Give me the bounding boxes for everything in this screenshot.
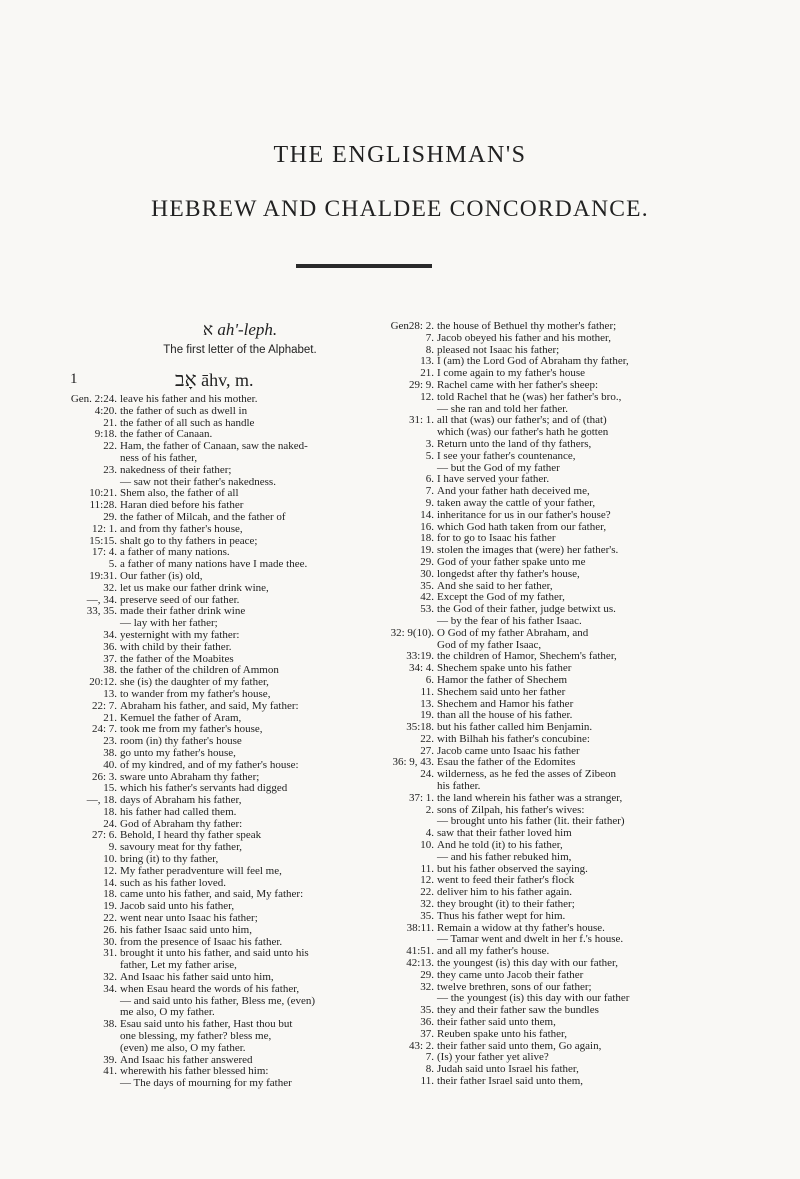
concordance-line [378,380,710,392]
verse-text: I have served your father. [437,473,550,486]
verse-text: all that (was) our father's; and of (that) [437,414,607,427]
verse-text: ness of his father, [120,451,198,464]
concordance-line [378,687,710,699]
verse-text: Kemuel the father of Aram, [120,711,242,724]
verse-text: with Bilhah his father's concubine: [437,732,590,745]
verse-text: his father. [437,780,481,793]
verse-text: and from thy father's house, [120,522,243,535]
verse-text: wherewith his father blessed him: [120,1065,269,1078]
verse-text: yesternight with my father: [120,628,240,641]
entry-number: 1 [70,371,78,387]
verse-text: — The days of mourning for my father [120,1077,292,1090]
verse-text: the land wherein his father was a stranger, [437,791,623,804]
verse-text: Jacob came unto Isaac his father [437,744,580,757]
letter-description: The first letter of the Alphabet. [163,344,317,356]
verse-text: Return unto the land of thy fathers, [437,437,592,450]
verse-reference: 26. [103,923,117,936]
verse-reference: 43: 2. [408,1039,434,1052]
right-column [378,321,710,1088]
verse-text: I see your father's countenance, [437,449,576,462]
verse-reference: 32. [103,581,117,594]
verse-text: go unto my father's house, [120,746,236,759]
verse-reference: 24. [420,768,434,781]
verse-text: Jacob said unto his father, [120,900,235,913]
verse-reference: 22: 7. [91,699,117,712]
verse-text: their father said unto them, [437,1016,556,1029]
verse-reference: 41:51. [406,945,434,958]
verse-text: me also, O my father. [120,1006,215,1019]
concordance-line [378,628,710,640]
verse-text: nakedness of their father; [120,463,232,476]
verse-reference: 26: 3. [91,770,117,783]
verse-text: days of Abraham his father, [120,794,242,807]
title-line-2: HEBREW AND CHALDEE CONCORDANCE. [151,196,649,222]
concordance-line [70,866,400,878]
verse-reference: 12. [420,390,434,403]
verse-text: I come again to my father's house [437,367,585,380]
verse-text: went to feed their father's flock [437,874,575,887]
verse-reference: 15. [103,782,117,795]
verse-reference: 29. [103,510,117,523]
verse-text: — saw not their father's nakedness. [120,475,276,488]
verse-text: the father of Canaan. [120,428,213,441]
verse-reference: 12. [420,874,434,887]
concordance-line [378,911,710,923]
verse-text: Abraham his father, and said, My father: [120,699,299,712]
verse-reference: 9. [425,496,434,509]
verse-reference: 36: 9, 43. [392,756,434,769]
verse-reference: 34. [103,982,117,995]
verse-text: but his father observed the saying. [437,862,588,875]
concordance-line [378,852,710,864]
verse-text: took me from my father's house, [120,723,263,736]
verse-text: taken away the cattle of your father, [437,496,596,509]
verse-reference: 9:18. [94,428,117,441]
verse-text: a father of many nations. [120,546,230,559]
verse-reference: 16. [420,520,434,533]
verse-reference: 38. [103,746,117,759]
concordance-line [378,557,710,569]
verse-reference: 32. [103,971,117,984]
verse-reference: 34: 4. [408,662,434,675]
verse-reference: 27: 6. [91,829,117,842]
concordance-line [70,630,400,642]
entry-hebrew: אָב [175,369,197,391]
verse-reference: 12. [103,864,117,877]
verse-reference: 12: 1. [91,522,117,535]
verse-reference: 3. [425,437,434,450]
verse-text: pleased not Isaac his father; [437,343,560,356]
concordance-line [378,734,710,746]
concordance-line [378,675,710,687]
letter-heading [80,320,400,340]
concordance-line [378,793,710,805]
verse-text: Esau said unto his father, Hast thou but [120,1018,293,1031]
verse-reference: 35. [420,1004,434,1017]
concordance-line [378,616,710,628]
concordance-line [70,984,400,996]
verse-text: which (was) our father's hath he gotten [437,426,609,439]
verse-text: And he told (it) to his father, [437,839,563,852]
verse-reference: 19. [103,900,117,913]
verse-text: stolen the images that (were) her father's. [437,544,619,557]
verse-text: than all the house of his father. [437,709,573,722]
verse-text: — and his father rebuked him, [437,850,572,863]
verse-reference: 27. [420,744,434,757]
verse-reference: Gen28: 2. [390,320,434,332]
verse-reference: 38. [103,1018,117,1031]
verse-reference: 5. [108,558,117,571]
concordance-line [70,748,400,760]
verse-text: Shechem said unto her father [437,685,566,698]
verse-text: the father of all such as handle [120,416,255,429]
concordance-line [70,760,400,772]
verse-reference: 22. [103,912,117,925]
verse-text: and all my father's house. [437,945,550,958]
verse-text: Judah said unto Israel his father, [437,1063,579,1076]
verse-reference: 31. [103,947,117,960]
verse-text: room (in) thy father's house [120,735,242,748]
verse-text: such as his father loved. [120,876,226,889]
verse-text: — by the fear of his father Isaac. [437,614,582,627]
verse-reference: 23. [103,735,117,748]
verse-text: deliver him to his father again. [437,886,573,899]
verse-text: — Tamar went and dwelt in her f.'s house. [437,933,624,946]
verse-reference: 37. [420,1027,434,1040]
concordance-line [70,701,400,713]
verse-text: And Isaac his father answered [120,1053,253,1066]
verse-reference: 13. [103,687,117,700]
letter-glyph: א [202,320,214,339]
concordance-line [378,510,710,522]
verse-text: shalt go to thy fathers in peace; [120,534,258,547]
verse-reference: 7. [425,1051,434,1064]
verse-text: Behold, I heard thy father speak [120,829,262,842]
verse-reference: 40. [103,758,117,771]
verse-text: saw that their father loved him [437,827,572,840]
verse-reference: 9. [108,841,117,854]
verse-text: And your father hath deceived me, [437,485,590,498]
verse-reference: 30. [420,567,434,580]
verse-reference: 53. [420,603,434,616]
verse-text: Esau the father of the Edomites [437,756,576,769]
verse-reference: 18. [103,888,117,901]
verse-reference: 22. [420,732,434,745]
verse-reference: 5. [425,449,434,462]
verse-reference: 35. [420,909,434,922]
verse-text: My father peradventure will feel me, [120,864,282,877]
verse-reference: 36. [103,640,117,653]
verse-reference: 4:20. [94,404,117,417]
verse-text: the father of such as dwell in [120,404,248,417]
verse-reference: 8. [425,343,434,356]
verse-text: And she said to her father, [437,579,553,592]
verse-reference: 32. [420,898,434,911]
verse-text: they and their father saw the bundles [437,1004,599,1017]
verse-reference: 29. [420,968,434,981]
verse-text: of my kindred, and of my father's house: [120,758,299,771]
verse-text: — brought unto his father (lit. their father) [437,815,625,828]
concordance-line [378,769,710,781]
concordance-line [378,392,710,404]
verse-text: Remain a widow at thy father's house. [437,921,605,934]
concordance-line [378,451,710,463]
verse-reference: 21. [420,367,434,380]
verse-reference: 37: 1. [408,791,434,804]
verse-text: one blessing, my father? bless me, [120,1030,272,1043]
verse-text: And Isaac his father said unto him, [120,971,274,984]
entry-word [175,369,253,392]
verse-text: wilderness, as he fed the asses of Zibeon [437,768,617,781]
verse-text: leave his father and his mother. [120,393,258,405]
verse-text: Shem also, the father of all [120,487,239,500]
verse-text: they brought (it) to their father; [437,898,575,911]
verse-reference: 42:13. [406,957,434,970]
concordance-line [378,970,710,982]
verse-reference: 15:15. [89,534,117,547]
concordance-line [70,1043,400,1055]
verse-text: twelve brethren, sons of our father; [437,980,592,993]
verse-text: Haran died before his father [120,499,244,512]
concordance-line [70,689,400,701]
verse-reference: 35:18. [406,721,434,734]
verse-reference: 36. [420,1016,434,1029]
verse-text: Rachel came with her father's sheep: [437,378,599,391]
verse-reference: 10. [103,853,117,866]
verse-reference: 35. [420,579,434,592]
verse-text: which his father's servants had digged [120,782,288,795]
verse-text: sons of Zilpah, his father's wives: [437,803,585,816]
verse-reference: 32: 9(10). [390,626,434,639]
verse-text: their father Israel said unto them, [437,1075,584,1087]
verse-reference: 11. [420,685,434,698]
concordance-line [70,465,400,477]
concordance-line [70,512,400,524]
verse-reference: 31: 1. [408,414,434,427]
concordance-line [70,453,400,465]
letter-name: ah'-leph. [217,320,278,339]
verse-text: Hamor the father of Shechem [437,673,568,686]
verse-text: — lay with her father; [120,617,218,630]
verse-text: — the youngest (is) this day with our father [437,992,630,1005]
verse-text: (Is) your father yet alive? [437,1051,549,1064]
verse-reference: 2. [425,803,434,816]
verse-reference: 14. [103,876,117,889]
verse-text: the God of their father, judge betwixt us. [437,603,616,616]
title-rule [296,264,432,268]
verse-reference: 8. [425,1063,434,1076]
verse-reference: —, 18. [86,794,117,807]
verse-text: savoury meat for thy father, [120,841,243,854]
concordance-line [378,439,710,451]
concordance-line [70,524,400,536]
verse-reference: 7. [425,485,434,498]
verse-text: the house of Bethuel thy mother's father; [437,320,617,332]
verse-reference: 22. [103,440,117,453]
verse-text: Shechem spake unto his father [437,662,572,675]
verse-text: O God of my father Abraham, and [437,626,589,639]
verse-text: the children of Hamor, Shechem's father, [437,650,617,663]
verse-text: — she ran and told her father. [437,402,569,415]
verse-reference: 30. [103,935,117,948]
verse-text: Our father (is) old, [120,569,203,582]
entry-translit: āhv, m. [201,370,254,390]
concordance-line [70,406,400,418]
concordance-line [70,925,400,937]
verse-text: went near unto Isaac his father; [120,912,258,925]
verse-reference: 42. [420,591,434,604]
concordance-line [378,333,710,345]
verse-text: with child by their father. [120,640,232,653]
verse-text: — and said unto his father, Bless me, (even) [120,994,316,1007]
verse-reference: 10:21. [89,487,117,500]
verse-reference: 29. [420,555,434,568]
verse-text: sware unto Abraham thy father; [120,770,260,783]
verse-text: Thus his father wept for him. [437,909,566,922]
verse-text: told Rachel that he (was) her father's bro., [437,390,622,403]
verse-text: the father of the Moabites [120,652,234,665]
verse-reference: 21. [103,711,117,724]
verse-reference: 13. [420,697,434,710]
verse-reference: 32. [420,980,434,993]
verse-text: brought it unto his father, and said unto his [120,947,309,960]
verse-text: his father had called them. [120,805,237,818]
verse-reference: 19. [420,544,434,557]
verse-text: bring (it) to thy father, [120,853,219,866]
verse-reference: 39. [103,1053,117,1066]
verse-reference: 38. [103,664,117,677]
verse-text: inheritance for us in our father's house? [437,508,611,521]
concordance-line [378,569,710,581]
verse-text: but his father called him Benjamin. [437,721,593,734]
verse-text: their father said unto them, Go again, [437,1039,602,1052]
verse-reference: 38:11. [406,921,434,934]
verse-text: for to go to Isaac his father [437,532,556,545]
verse-reference: 18. [420,532,434,545]
verse-reference: 24: 7. [91,723,117,736]
title-line-1: THE ENGLISHMAN'S [273,142,527,168]
verse-text: Jacob obeyed his father and his mother, [437,331,611,344]
verse-text: God of Abraham thy father: [120,817,243,830]
verse-reference: 6. [425,473,434,486]
verse-reference: 41. [103,1065,117,1078]
verse-text: the father of Milcah, and the father of [120,510,286,523]
verse-reference: 34. [103,628,117,641]
verse-text: when Esau heard the words of his father, [120,982,300,995]
verse-reference: 29: 9. [408,378,434,391]
verse-text: let us make our father drink wine, [120,581,269,594]
left-column [70,394,400,1090]
verse-reference: 19:31. [89,569,117,582]
verse-reference: 33, 35. [86,605,117,618]
verse-reference: 23. [103,463,117,476]
verse-reference: 22. [420,886,434,899]
verse-text: God of your father spake unto me [437,555,586,568]
entry-heading [58,369,398,391]
verse-reference: 21. [103,416,117,429]
concordance-line [70,583,400,595]
verse-reference: 37. [103,652,117,665]
concordance-line [378,1029,710,1041]
verse-text: Except the God of my father, [437,591,565,604]
verse-text: father, Let my father arise, [120,959,237,972]
verse-reference: 14. [420,508,434,521]
verse-text: came unto his father, and said, My father: [120,888,304,901]
concordance-line [70,642,400,654]
verse-reference: 11. [420,1075,434,1087]
verse-text: Reuben spake unto his father, [437,1027,567,1040]
verse-text: Shechem and Hamor his father [437,697,574,710]
verse-text: Ham, the father of Canaan, saw the naked- [120,440,308,453]
concordance-line [378,498,710,510]
verse-text: God of my father Isaac, [437,638,542,651]
verse-reference: 18. [103,805,117,818]
verse-reference: 33:19. [406,650,434,663]
verse-text: the youngest (is) this day with our father, [437,957,619,970]
concordance-line [70,571,400,583]
verse-text: they came unto Jacob their father [437,968,584,981]
verse-reference: 20:12. [89,676,117,689]
verse-reference: 13. [420,355,434,368]
verse-reference: 10. [420,839,434,852]
verse-text: preserve seed of our father. [120,593,240,606]
verse-text: made their father drink wine [120,605,246,618]
verse-text: — but the God of my father [437,461,560,474]
verse-reference: 7. [425,331,434,344]
verse-text: his father Isaac said unto him, [120,923,252,936]
verse-reference: 6. [425,673,434,686]
verse-text: to wander from my father's house, [120,687,271,700]
verse-reference: —, 34. [86,593,117,606]
verse-reference: 19. [420,709,434,722]
verse-text: from the presence of Isaac his father. [120,935,283,948]
verse-text: (even) me also, O my father. [120,1041,246,1054]
verse-reference: 4. [425,827,434,840]
verse-reference: Gen. 2:24. [70,393,117,405]
verse-text: a father of many nations have I made thee. [120,558,308,571]
verse-text: longedst after thy father's house, [437,567,580,580]
concordance-line [378,1076,710,1088]
verse-text: she (is) the daughter of my father, [120,676,269,689]
verse-reference: 17: 4. [91,546,117,559]
verse-reference: 24. [103,817,117,830]
verse-text: the father of the children of Ammon [120,664,279,677]
verse-reference: 11. [420,862,434,875]
concordance-line [70,807,400,819]
verse-reference: 11:28. [89,499,117,512]
verse-text: I (am) the Lord God of Abraham thy father, [437,355,629,368]
concordance-line [70,1078,400,1090]
verse-text: which God hath taken from our father, [437,520,607,533]
